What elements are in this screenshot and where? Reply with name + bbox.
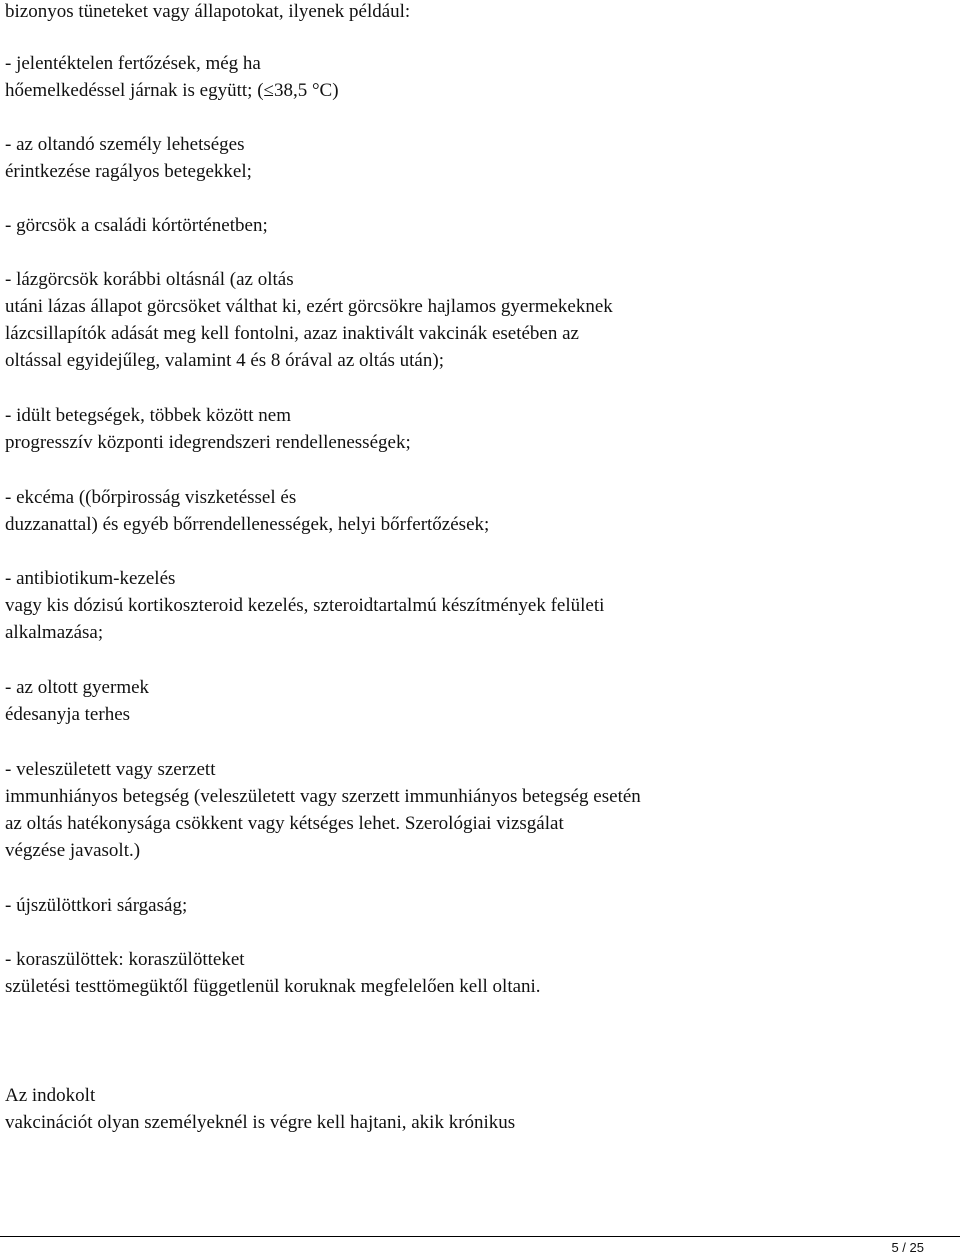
list-item-line: - ekcéma ((bőrpirosság viszketéssel és [5,487,297,508]
text-line: születési testtömegüktől függetlenül koruknak megfelelően kell oltani. [5,976,541,997]
text-line: utáni lázas állapot görcsöket válthat ki, ezért görcsökre hajlamos gyermekeknek [5,296,613,317]
text-line: lázcsillapítók adását meg kell fontolni, azaz inaktivált vakcinák esetében az [5,323,579,344]
text-line: progresszív központi idegrendszeri rendellenességek; [5,432,411,453]
list-item-line: - jelentéktelen fertőzések, még ha [5,53,261,74]
list-item-line: - koraszülöttek: koraszülötteket [5,949,245,970]
text-line: vakcinációt olyan személyeknél is végre kell hajtani, akik krónikus [5,1112,516,1133]
text-line: alkalmazása; [5,622,104,643]
list-item-line: - antibiotikum-kezelés [5,568,176,589]
list-item-line: - az oltott gyermek [5,677,150,698]
text-line: bizonyos tüneteket vagy állapotokat, ilyenek például: [5,1,411,22]
list-item-line: - idült betegségek, többek között nem [5,405,291,426]
text-line: érintkezése ragályos betegekkel; [5,161,252,182]
list-item-line: - veleszületett vagy szerzett [5,759,216,780]
text-line: hőemelkedéssel járnak is együtt; (≤38,5 °C) [5,80,339,101]
list-item-line: - az oltandó személy lehetséges [5,134,245,155]
text-line: immunhiányos betegség (veleszületett vagy szerzett immunhiányos betegség esetén [5,786,641,807]
text-line: édesanyja terhes [5,704,131,725]
text-line: oltással egyidejűleg, valamint 4 és 8 órával az oltás után); [5,350,444,371]
list-item-line: - görcsök a családi kórtörténetben; [5,215,268,236]
text-line: Az indokolt [5,1085,96,1106]
text-line: duzzanattal) és egyéb bőrrendellenességek, helyi bőrfertőzések; [5,514,490,535]
footer-divider [0,1236,960,1237]
list-item-line: - újszülöttkori sárgaság; [5,895,188,916]
text-line: az oltás hatékonysága csökkent vagy kétséges lehet. Szerológiai vizsgálat [5,813,564,834]
text-line: vagy kis dózisú kortikoszteroid kezelés, szteroidtartalmú készítmények felületi [5,595,605,616]
list-item-line: - lázgörcsök korábbi oltásnál (az oltás [5,269,294,290]
text-line: végzése javasolt.) [5,840,141,861]
page-number: 5 / 25 [891,1240,924,1255]
